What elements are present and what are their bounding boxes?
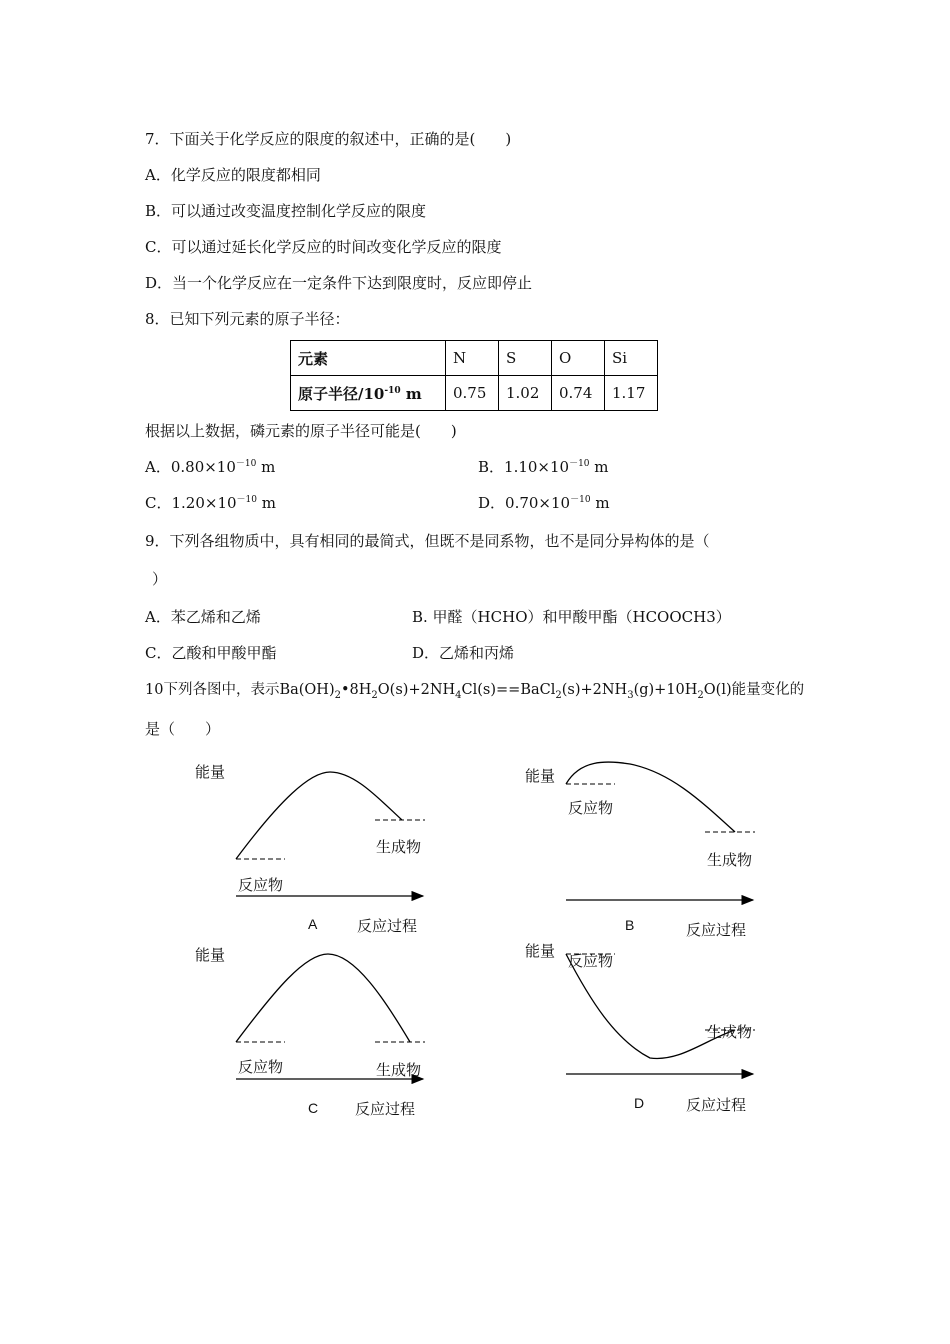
q8-option-c-text: C．1.20×10 (145, 494, 237, 512)
diagram-b-energy-label: 能量 (525, 767, 556, 785)
diagram-a-reactant-label: 反应物 (238, 876, 284, 894)
q9-option-b: B. 甲醛（HCHO）和甲酸甲酯（HCOOCH3） (412, 608, 731, 626)
diagram-b (566, 762, 755, 900)
diagram-d-energy-label: 能量 (525, 942, 556, 960)
diagram-c-energy-label: 能量 (195, 946, 226, 964)
q9-stem-end: ） (152, 570, 168, 588)
table-cell: 0.74 (552, 376, 605, 411)
q10-text: O(s)+2NH (377, 682, 456, 698)
radius-exponent: -10 (384, 385, 401, 396)
subscript: 2 (334, 689, 341, 701)
q10-text: (s)+2NH (561, 682, 628, 698)
q10-text: O(l)能量变化的 (703, 682, 805, 698)
diagram-b-product-label: 生成物 (707, 851, 753, 869)
table-cell: N (446, 341, 499, 376)
subscript: 3 (627, 689, 634, 701)
q10-stem (145, 678, 804, 701)
diagram-b-process-label: 反应过程 (686, 921, 747, 939)
diagram-a-product-label: 生成物 (376, 838, 422, 856)
diagram-d-letter: D (634, 1095, 645, 1111)
diagram-d-process-label: 反应过程 (686, 1096, 747, 1114)
radius-unit: m (400, 384, 422, 403)
table-row (291, 341, 658, 376)
exponent: －10 (570, 495, 591, 505)
diagram-d-reactant-label: 反应物 (568, 952, 614, 970)
q7-option-c: C．可以通过延长化学反应的时间改变化学反应的限度 (145, 238, 502, 256)
q10-text: 10下列各图中，表示Ba(OH) (145, 682, 335, 698)
subscript: 4 (455, 689, 462, 701)
q7-option-a: A．化学反应的限度都相同 (145, 166, 321, 184)
diagram-b-letter: B (625, 917, 635, 933)
diagram-c-letter: C (308, 1100, 319, 1116)
diagram-c-process-label: 反应过程 (355, 1100, 416, 1118)
q8-option-d (478, 492, 610, 513)
q8-question: 根据以上数据，磷元素的原子半径可能是( ) (145, 422, 457, 440)
q8-option-b-text: B．1.10×10 (478, 458, 570, 476)
q8-stem: 8．已知下列元素的原子半径： (145, 310, 350, 328)
q9-option-a: A．苯乙烯和乙烯 (145, 608, 261, 626)
subscript: 2 (555, 689, 562, 701)
table-cell: 1.02 (499, 376, 552, 411)
exponent: －10 (235, 459, 257, 469)
diagram-d (566, 954, 755, 1074)
diagram-d-product-label: 生成物 (707, 1023, 753, 1041)
energy-diagrams (0, 740, 950, 1140)
diagram-a-process-label: 反应过程 (357, 917, 418, 935)
q10-stem-end: 是（ ） (145, 720, 221, 738)
q10-text: Cl(s)==BaCl (461, 682, 556, 698)
table-header-element: 元素 (291, 341, 446, 376)
unit: m (256, 494, 276, 512)
unit: m (590, 494, 610, 512)
diagram-a-energy-label: 能量 (195, 763, 226, 781)
q7-option-b: B．可以通过改变温度控制化学反应的限度 (145, 202, 427, 220)
q8-option-b (478, 456, 609, 477)
unit: m (589, 458, 609, 476)
subscript: 2 (371, 689, 378, 701)
q8-option-a-text: A．0.80×10 (145, 458, 236, 476)
q8-option-c (145, 492, 276, 513)
table-header-radius (291, 376, 446, 411)
exponent: －10 (236, 495, 257, 505)
table-cell: 1.17 (605, 376, 658, 411)
q9-stem: 9．下列各组物质中，具有相同的最简式，但既不是同系物，也不是同分异构体的是（ (145, 532, 710, 550)
radius-label: 原子半径/10 (298, 384, 385, 403)
diagram-c-product-label: 生成物 (376, 1061, 422, 1079)
q7-stem: 7．下面关于化学反应的限度的叙述中，正确的是( ) (145, 130, 512, 148)
diagram-b-reactant-label: 反应物 (568, 799, 614, 817)
q10-text: (g)+10H (633, 682, 698, 698)
exponent: －10 (569, 459, 590, 469)
unit: m (256, 458, 276, 476)
q9-option-c: C．乙酸和甲酸甲酯 (145, 644, 277, 662)
q9-option-d: D．乙烯和丙烯 (412, 644, 515, 662)
table-row (291, 376, 658, 411)
q8-option-a (145, 456, 275, 477)
q10-text: •8H (340, 682, 372, 698)
table-cell: Si (605, 341, 658, 376)
q7-option-d: D．当一个化学反应在一定条件下达到限度时，反应即停止 (145, 274, 533, 292)
diagram-c-curve (236, 954, 410, 1042)
q8-option-d-text: D．0.70×10 (478, 494, 571, 512)
table-cell: 0.75 (446, 376, 499, 411)
table-cell: S (499, 341, 552, 376)
table-cell: O (552, 341, 605, 376)
subscript: 2 (697, 689, 704, 701)
diagram-c-reactant-label: 反应物 (238, 1058, 284, 1076)
diagram-a-letter: A (308, 916, 318, 932)
atomic-radius-table (290, 340, 658, 411)
